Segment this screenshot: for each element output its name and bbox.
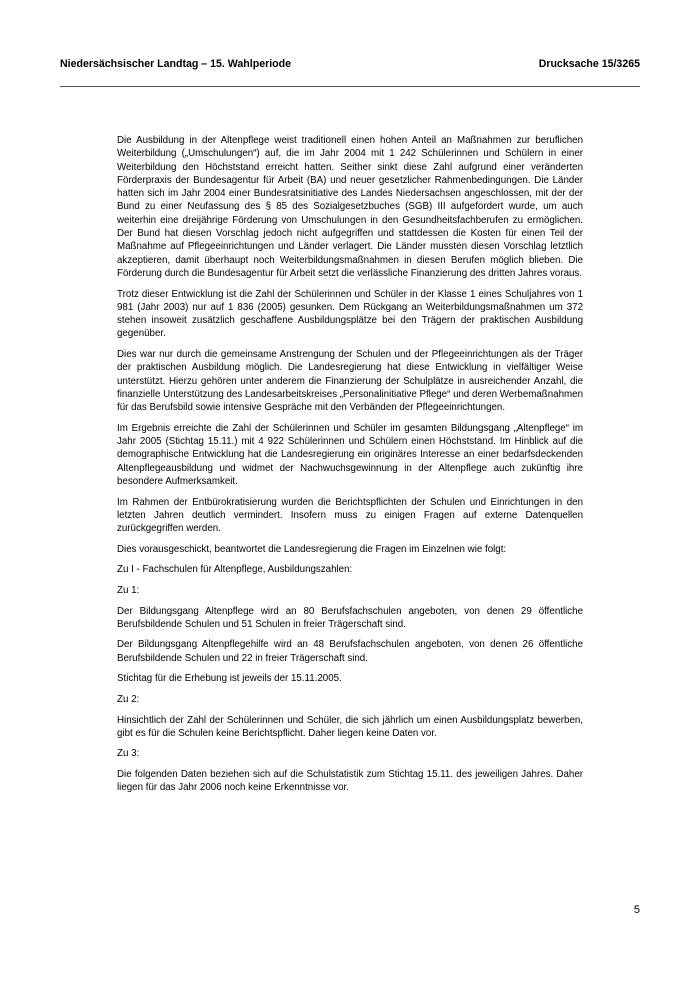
header-document-number: Drucksache 15/3265	[538, 58, 640, 70]
question-label: Zu 3:	[117, 748, 140, 760]
paragraph: Der Bildungsgang Altenpflege wird an 80 Berufsfachschulen angeboten, von denen 29 öffentliche Berufsbildende Schulen und 51 Schulen in freier Trägerschaft sind.	[117, 605, 583, 630]
paragraph: Der Bildungsgang Altenpflegehilfe wird an 48 Berufsfachschulen angeboten, von denen 26 öffentliche Berufsbildende Schulen und 22 in freier Trägerschaft sind.	[117, 639, 583, 664]
question-label: Zu 1:	[117, 584, 140, 596]
section-heading: Zu I - Fachschulen für Altenpflege, Ausbildungszahlen:	[117, 564, 353, 576]
page-header	[60, 57, 640, 71]
paragraph: Stichtag für die Erhebung ist jeweils der 15.11.2005.	[117, 673, 342, 685]
paragraph: Die Ausbildung in der Altenpflege weist traditionell einen hohen Anteil an Maßnahmen zur beruflichen Weiterbildung („Umschulungen“) auf, die im Jahr 2004 mit 1 242 Schülerinnen und Schülern in einer Weiterbildung den Höchststand erreicht hatten. Seither sinkt diese Zahl aufgrund einer veränderten Förderpraxis der Bundesagentur für Arbeit (BA) und neuer gesetzlicher Rahmenbedingungen. Die Länder hatten sich im Jahr 2004 einer Bundesratsinitiative des Landes Niedersachsen angeschlossen, mit der der Bund zu einer Neufassung des § 85 des Sozialgesetzbuches (SGB) III aufgefordert wurde, um auch weiterhin eine dreijährige Förderung von Umschulungen in den Gesundheitsfachberufen zu ermöglichen. Der Bund hat diesen Vorschlag jedoch nicht aufgegriffen und stattdessen die Kosten für einen Teil der Maßnahme auf Pflegeeinrichtungen und Länder verlagert. Die Länder mussten diesen Vorschlag letztlich akzeptieren, damit überhaupt noch Weiterbildungsmaßnahmen in diesen Berufen möglich blieben. Die Förderung durch die Bundesagentur für Arbeit setzt die verlässliche Finanzierung des dritten Jahres voraus.	[117, 135, 583, 279]
header-parliament: Niedersächsischer Landtag – 15. Wahlperiode	[60, 58, 291, 70]
header-divider	[60, 86, 640, 87]
paragraph: Dies war nur durch die gemeinsame Anstrengung der Schulen und der Pflegeeinrichtungen als der Träger der praktischen Ausbildung möglich. Die Landesregierung hat diese Entwicklung in vielfältiger Weise unterstützt. Hierzu gehören unter anderem die Finanzierung der Schulplätze in ausreichender Anzahl, die finanzielle Unterstützung des Landesarbeitskreises „Personalinitiative Pflege“ und deren Werbemaßnahmen für das Berufsbild sowie intensive Gespräche mit den Verbänden der Pflegeeinrichtungen.	[117, 349, 583, 414]
page-number: 5	[633, 904, 640, 916]
paragraph: Trotz dieser Entwicklung ist die Zahl der Schülerinnen und Schüler in der Klasse 1 eines Schuljahres von 1 981 (Jahr 2003) nur auf 1 836 (2005) gesunken. Dem Rückgang an Weiterbildungsmaßnahmen um 372 stehen insoweit zusätzlich geschaffene Ausbildungsplätze bei den Trägern der praktischen Ausbildung gegenüber.	[117, 288, 583, 340]
paragraph: Dies vorausgeschickt, beantwortet die Landesregierung die Fragen im Einzelnen wie folgt:	[117, 543, 507, 555]
paragraph: Im Rahmen der Entbürokratisierung wurden die Berichtspflichten der Schulen und Einrichtungen in den letzten Jahren deutlich vermindert. Insofern muss zu einigen Fragen auf externe Datenquellen zurückgegriffen werden.	[117, 496, 583, 535]
body-text	[117, 134, 583, 802]
paragraph: Die folgenden Daten beziehen sich auf die Schulstatistik zum Stichtag 15.11. des jeweiligen Jahres. Daher liegen für das Jahr 2006 noch keine Erkenntnisse vor.	[117, 769, 583, 794]
question-label: Zu 2:	[117, 693, 140, 705]
paragraph: Im Ergebnis erreichte die Zahl der Schülerinnen und Schüler im gesamten Bildungsgang „Altenpflege“ im Jahr 2005 (Stichtag 15.11.) mit 4 922 Schülerinnen und Schülern einen Höchststand. Im Hinblick auf die demographische Entwicklung hat die Landesregierung ein originäres Interesse an einer bedarfsdeckenden Altenpflegeausbildung und widmet der Nachwuchsgewinnung in der Altenpflege auch zukünftig ihre besondere Aufmerksamkeit.	[117, 422, 583, 488]
paragraph: Hinsichtlich der Zahl der Schülerinnen und Schüler, die sich jährlich um einen Ausbildungsplatz bewerben, gibt es für die Schulen keine Berichtspflicht. Daher liegen keine Daten vor.	[117, 714, 583, 739]
